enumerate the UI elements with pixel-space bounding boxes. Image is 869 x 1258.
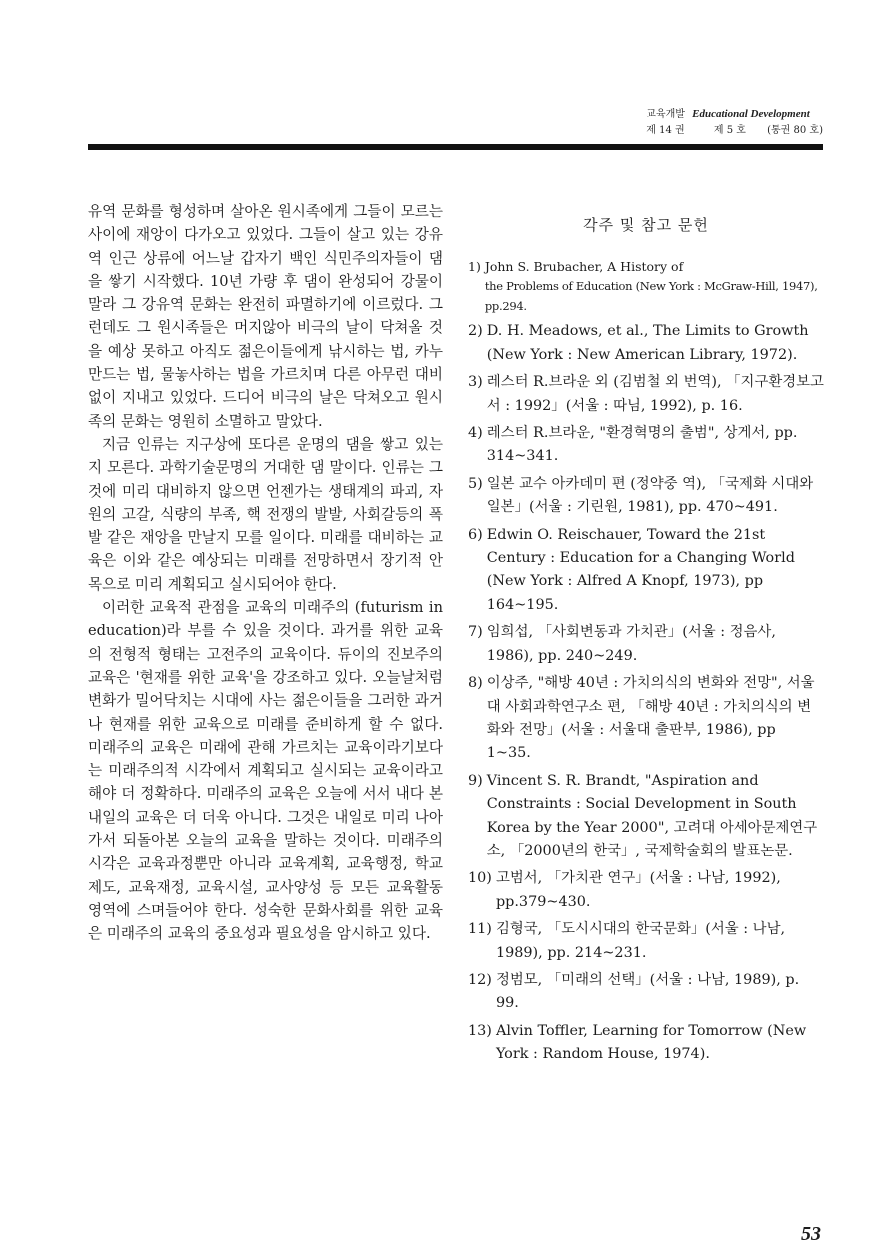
number: 제 5 호 [713,125,746,136]
reference-item [468,1020,824,1067]
reference-number: 13) [468,1022,492,1039]
total-issue: (통권 80 호) [767,125,823,136]
reference-text: 이상주, "해방 40년 : 가치의식의 변화와 전망", 서울대 사회과학연구소 편, 「해방 40년 : 가치의식의 변화와 전망」(서울 : 서울대 출판부, 1986), pp 1~35. [486,675,815,762]
reference-text: 일본 교수 아카데미 편 (정약중 역), 「국제화 시대와 일본」(서울 : 기린원, 1981), pp. 470~491. [486,475,814,516]
volume: 제 14 권 [646,125,685,136]
body-paragraph: 이러한 교육적 관점을 교육의 미래주의 (futurism in education)라 부를 수 있을 것이다. 과거를 위한 교육의 전형적 형태는 고전주의 교육이다. 듀이의 진보주의 교육은 '현재를 위한 교육'을 강조하고 있다. 오늘날처럼 변화가 밀어닥치는 시대에 사는 젊은이들을 그러한 과거나 현재를 위한 교육으로 미래를 준비하게 할 수 없다. 미래주의 교육은 미래에 관해 가르치는 교육이라기보다는 미래주의적 시각에서 계획되고 실시되는 교육이라고 해야 더 정확하다. 미래주의 교육은 오늘에 서서 내다 본 내일의 교육은 더 더욱 아니다. 그것은 내일로 미리 나아가서 되돌아본 오늘의 교육을 말하는 것이다. 미래주의 시각은 교육과정뿐만 아니라 교육계획, 교육행정, 학교제도, 교육재정, 교육시설, 교사양성 등 모든 교육활동 영역에 스며들어야 한다. 성숙한 문화사회를 위한 교육은 미래주의 교육의 중요성과 필요성을 암시하고 있다. [88,599,443,943]
reference-text: 레스터 R.브라운 외 (김범철 외 번역), 「지구환경보고서 : 1992」(서울 : 따님, 1992), p. 16. [486,374,824,414]
reference-item [468,918,824,965]
references-column [468,214,824,1071]
journal-name [646,106,823,123]
header-rule [88,144,823,150]
reference-number: 11) [468,921,492,938]
reference-number: 1) [468,259,481,275]
reference-text: John S. Brubacher, A History of [484,259,684,275]
reference-item [468,770,824,864]
journal-name-ko: 교육개발 [646,109,685,120]
references-title: 각주 및 참고 문헌 [583,216,709,234]
reference-text: D. H. Meadows, et al., The Limits to Growth (New York : New American Library, 1972). [486,323,809,363]
reference-item [468,320,824,367]
reference-text: 정범모, 「미래의 선택」(서울 : 나남, 1989), p. 99. [495,971,800,1012]
reference-number: 12) [468,971,492,988]
reference-item [468,867,824,914]
reference-number: 9) [468,772,483,789]
reference-item [468,621,824,668]
reference-number: 10) [468,870,492,887]
reference-number: 4) [468,425,483,442]
reference-item [468,473,824,520]
reference-text: 김형국, 「도시시대의 한국문화」(서울 : 나남, 1989), pp. 214~231. [495,921,786,961]
journal-header [646,106,823,139]
body-text-column [88,200,443,946]
reference-number: 7) [468,624,483,641]
reference-text-continued: the Problems of Education (New York : McGraw-Hill, 1947), pp.294. [484,279,818,314]
reference-number: 2) [468,323,483,340]
reference-text: Alvin Toffler, Learning for Tomorrow (New York : Random House, 1974). [495,1022,807,1063]
reference-text: 임희섭, 「사회변동과 가치관」(서울 : 정음사, 1986), pp. 240~249. [486,624,776,664]
body-paragraph: 지금 인류는 지구상에 또다른 운명의 댐을 쌓고 있는지 모른다. 과학기술문명의 거대한 댐 말이다. 인류는 그것에 미리 대비하지 않으면 언젠가는 생태계의 파괴, 자원의 고갈, 식량의 부족, 핵 전쟁의 발발, 사회갈등의 폭발 같은 재앙을 만날지 모를 일이다. 미래를 대비하는 교육은 이와 같은 예상되는 미래를 전망하면서 장기적 안목으로 미리 계획되고 실시되어야 한다. [88,435,443,593]
reference-item [468,257,824,316]
reference-text: Edwin O. Reischauer, Toward the 21st Century : Education for a Changing World (New York : Alfred A Knopf, 1973), pp 164~195. [486,526,795,613]
reference-item [468,524,824,618]
body-paragraph: 유역 문화를 형성하며 살아온 원시족에게 그들이 모르는 사이에 재앙이 다가오고 있었다. 그들이 살고 있는 강유역 인근 상류에 어느날 갑자기 백인 식민주의자들이 댐을 쌓기 시작했다. 10년 가량 후 댐이 완성되어 강물이 말라 그 강유역 문화는 완전히 파멸하기에 이르렀다. 그런데도 그 원시족들은 머지않아 비극의 날이 닥쳐올 것을 예상 못하고 아직도 젊은이들에게 낚시하는 법, 카누 만드는 법, 물놓사하는 법을 가르치며 다른 아무런 대비없이 지내고 있었다. 드디어 비극의 날은 닥쳐오고 원시족의 문화는 영원히 소멸하고 말았다. [88,203,443,430]
issue-info [646,123,823,139]
reference-item [468,422,824,469]
journal-name-en: Educational Development [692,108,810,120]
reference-text: 고범서, 「가치관 연구」(서울 : 나남, 1992), pp.379~430. [495,870,781,910]
reference-number: 8) [468,675,483,692]
reference-number: 3) [468,374,483,391]
reference-item [468,371,824,418]
reference-item [468,672,824,766]
reference-text: 레스터 R.브라운, "환경혁명의 출범", 상게서, pp. 314~341. [486,425,798,465]
reference-number: 5) [468,475,483,492]
reference-item [468,969,824,1016]
reference-number: 6) [468,526,483,543]
page-number: 53 [801,1223,821,1245]
reference-text: Vincent S. R. Brandt, "Aspiration and Constraints : Social Development in South Korea by the Year 2000", 고려대 아세아문제연구소, 「2000년의 한국」, 국제학술회의 발표논문. [486,772,818,859]
